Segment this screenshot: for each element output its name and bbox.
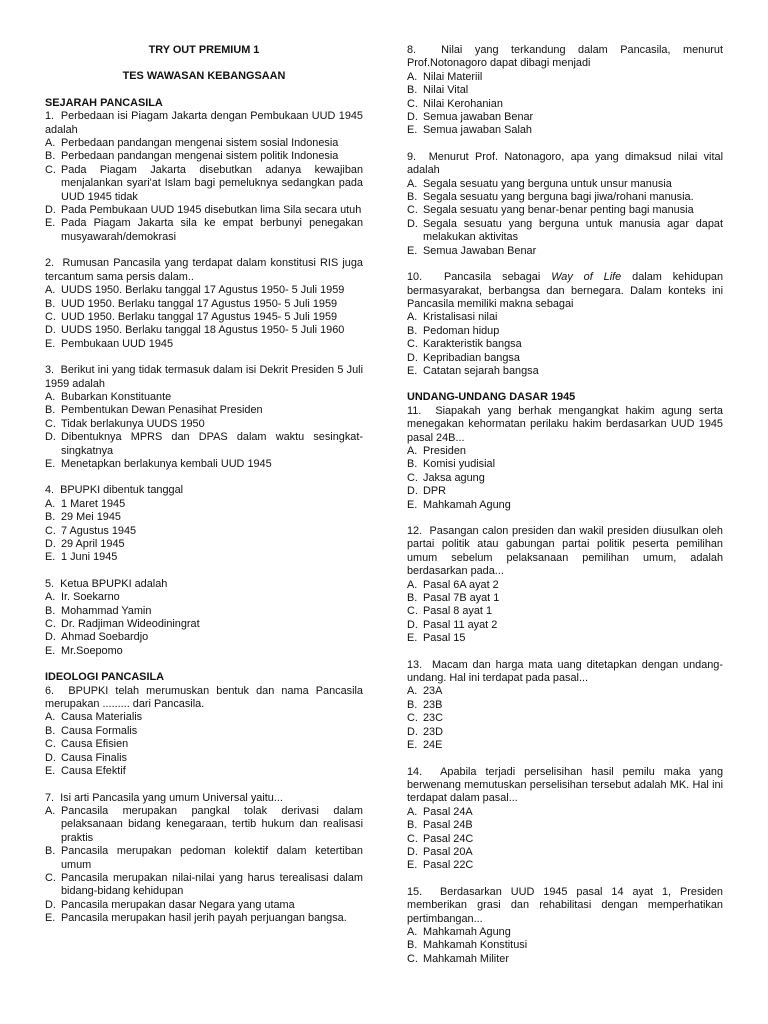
answer-option xyxy=(45,725,363,738)
answer-option xyxy=(45,458,363,471)
answer-option xyxy=(45,631,363,644)
answer-option xyxy=(407,712,723,725)
answer-option xyxy=(407,485,723,498)
option-label: D. xyxy=(407,725,418,738)
question-number: 3. xyxy=(45,364,55,377)
option-label: D. xyxy=(45,538,56,550)
option-text: Mahkamah Agung xyxy=(423,498,511,511)
option-text: Mahkamah Militer xyxy=(423,952,509,965)
question xyxy=(407,766,723,873)
question-body: Isi arti Pancasila yang umum Universal yaitu... xyxy=(60,791,283,804)
question-text xyxy=(407,405,723,445)
option-text: Perbedaan pandangan mengenai sistem politik Indonesia xyxy=(61,150,339,163)
question-body: Perbedaan isi Piagam Jakarta dengan Pembukaan UUD 1945 adalah xyxy=(45,110,363,136)
answer-option xyxy=(45,498,363,511)
question-text xyxy=(45,364,363,391)
option-text: 29 Mei 1945 xyxy=(61,511,121,524)
option-text: Pembukaan UUD 1945 xyxy=(61,337,173,350)
option-label: B. xyxy=(407,324,418,337)
question-number: 8. xyxy=(407,44,417,56)
question-text xyxy=(407,766,723,806)
section-title-sejarah: SEJARAH PANCASILA xyxy=(45,96,163,109)
option-text: Mr.Soepomo xyxy=(61,644,123,657)
answer-option xyxy=(407,685,723,698)
answer-option xyxy=(407,245,723,258)
answer-option xyxy=(407,939,723,952)
option-label: C. xyxy=(407,97,418,110)
answer-option xyxy=(45,204,363,217)
answer-option xyxy=(407,726,723,739)
option-label: D. xyxy=(45,631,56,644)
option-text: Pasal 6A ayat 2 xyxy=(423,578,499,591)
option-text: Pedoman hidup xyxy=(423,324,500,337)
option-text: Bubarkan Konstituante xyxy=(61,390,172,403)
option-text: Segala sesuatu yang berguna bagi jiwa/rohani manusia. xyxy=(423,191,694,204)
answer-option xyxy=(407,739,723,752)
question-body: Berikut ini yang tidak termasuk dalam isi Dekrit Presiden 5 Juli 1959 adalah xyxy=(45,364,363,390)
answer-option xyxy=(407,472,723,485)
option-text: Pasal 15 xyxy=(423,632,466,645)
option-text: 23D xyxy=(423,725,443,738)
option-text: Ahmad Soebardjo xyxy=(61,631,149,644)
option-label: C. xyxy=(407,712,418,725)
question xyxy=(45,484,363,564)
question-text xyxy=(45,110,363,137)
question-number: 10. xyxy=(407,271,423,284)
answer-option xyxy=(45,752,363,765)
section-title-uud: UNDANG-UNDANG DASAR 1945 xyxy=(407,391,576,404)
answer-option xyxy=(45,217,363,244)
answer-option xyxy=(407,352,723,365)
question xyxy=(45,364,363,471)
option-text: Tidak berlakunya UUDS 1950 xyxy=(61,417,205,430)
answer-option xyxy=(407,458,723,471)
answer-option xyxy=(407,204,723,217)
option-label: C. xyxy=(45,524,56,537)
option-label: D. xyxy=(45,751,56,764)
question-number: 11. xyxy=(407,404,422,417)
question xyxy=(45,110,363,244)
question-number: 15. xyxy=(407,885,423,898)
option-label: B. xyxy=(45,845,56,858)
option-text: Kristalisasi nilai xyxy=(423,311,498,324)
answer-option xyxy=(45,899,363,912)
answer-option xyxy=(407,191,723,204)
option-label: A. xyxy=(45,137,56,150)
option-text: Pembentukan Dewan Penasihat Presiden xyxy=(61,404,263,417)
answer-option xyxy=(45,805,363,845)
option-text: Catatan sejarah bangsa xyxy=(423,364,539,377)
answer-option xyxy=(45,645,363,658)
option-label: C. xyxy=(45,871,56,884)
answer-option xyxy=(45,431,363,458)
option-label: A. xyxy=(407,578,418,591)
option-text: 23A xyxy=(423,685,443,698)
option-label: A. xyxy=(45,711,56,724)
answer-option xyxy=(45,311,363,324)
answer-option xyxy=(407,846,723,859)
option-text: Semua jawaban Salah xyxy=(423,124,532,137)
option-label: C. xyxy=(45,618,56,631)
answer-option xyxy=(45,418,363,431)
question-body: Siapakah yang berhak mengangkat hakim agung serta menegakan kehormatan perilaku hakim berdasarkan UUD 1945 pasal 24B... xyxy=(407,404,723,444)
option-text: Segala sesuatu yang benar-benar penting bagi manusia xyxy=(423,204,694,217)
question-body: Macam dan harga mata uang ditetapkan dengan undang-undang. Hal ini terdapat pada pasal... xyxy=(407,658,723,685)
option-label: D. xyxy=(45,431,56,444)
answer-option xyxy=(407,699,723,712)
answer-option xyxy=(45,525,363,538)
option-text: Pada Pembukaan UUD 1945 disebutkan lima Sila secara utuh xyxy=(61,204,362,217)
answer-option xyxy=(407,218,723,245)
option-label: E. xyxy=(407,739,418,752)
answer-option xyxy=(45,738,363,751)
option-label: B. xyxy=(45,511,56,524)
option-text: Pasal 24C xyxy=(423,832,474,845)
option-text: Semua Jawaban Benar xyxy=(423,244,537,257)
question-number: 14. xyxy=(407,765,423,778)
option-label: E. xyxy=(407,859,418,872)
option-label: C. xyxy=(45,310,56,323)
answer-option xyxy=(45,912,363,925)
option-text: UUD 1950. Berlaku tanggal 17 Agustus 1945- 5 Juli 1959 xyxy=(61,310,338,323)
option-label: D. xyxy=(45,204,56,217)
option-text: Pasal 11 ayat 2 xyxy=(423,618,498,631)
option-label: E. xyxy=(407,124,418,137)
answer-option xyxy=(407,592,723,605)
answer-option xyxy=(407,445,723,458)
option-text: Causa Finalis xyxy=(61,751,127,764)
option-label: A. xyxy=(407,70,418,83)
option-text: Dr. Radjiman Wideodiningrat xyxy=(61,618,200,631)
answer-option xyxy=(407,84,723,97)
option-text: Pancasila merupakan pangkal tolak derivasi dalam pelaksanaan bidang kenegaraan, tertib hukum dan realisasi praktis xyxy=(61,804,363,844)
option-label: D. xyxy=(407,217,418,230)
option-label: E. xyxy=(407,498,418,511)
option-text: 23C xyxy=(423,712,443,725)
answer-option xyxy=(407,338,723,351)
question-text xyxy=(407,525,723,579)
answer-option xyxy=(407,579,723,592)
question-text xyxy=(45,257,363,284)
option-label: C. xyxy=(45,163,56,176)
option-label: C. xyxy=(407,605,418,618)
document-title: TRY OUT PREMIUM 1 xyxy=(148,44,260,56)
answer-option xyxy=(45,298,363,311)
question-number: 5. xyxy=(45,577,55,590)
answer-option xyxy=(45,404,363,417)
option-text: 1 Juni 1945 xyxy=(61,551,118,564)
answer-option xyxy=(407,124,723,137)
option-text: Causa Formalis xyxy=(61,724,138,737)
option-label: B. xyxy=(45,404,56,417)
option-label: D. xyxy=(407,485,418,498)
answer-option xyxy=(407,365,723,378)
option-text: Kepribadian bangsa xyxy=(423,351,520,364)
question xyxy=(45,257,363,351)
option-text: UUD 1950. Berlaku tanggal 17 Agustus 1950- 5 Juli 1959 xyxy=(61,297,338,310)
option-label: A. xyxy=(45,591,56,604)
option-text: Pasal 22C xyxy=(423,859,474,872)
option-text: Nilai Vital xyxy=(423,84,469,97)
answer-option xyxy=(45,765,363,778)
answer-option xyxy=(407,806,723,819)
question-body: BPUPKI dibentuk tanggal xyxy=(60,484,184,497)
right-column xyxy=(407,44,723,979)
answer-option xyxy=(407,833,723,846)
answer-option xyxy=(45,551,363,564)
option-text: Perbedaan pandangan mengenai sistem sosial Indonesia xyxy=(61,137,339,150)
option-text: Pasal 24A xyxy=(423,805,473,818)
option-label: D. xyxy=(407,618,418,631)
option-label: A. xyxy=(407,685,418,698)
option-label: D. xyxy=(45,898,56,911)
question-body-pre: Pancasila sebagai xyxy=(443,271,552,284)
question-text xyxy=(407,151,723,178)
answer-option xyxy=(407,632,723,645)
option-text: Pancasila merupakan nilai-nilai yang harus terealisasi dalam bidang-bidang kehidupan xyxy=(61,871,363,898)
option-text: Mohammad Yamin xyxy=(61,604,152,617)
answer-option xyxy=(45,872,363,899)
option-text: UUDS 1950. Berlaku tanggal 18 Agustus 1950- 5 Juli 1960 xyxy=(61,324,345,337)
option-text: Pasal 8 ayat 1 xyxy=(423,605,493,618)
question xyxy=(45,685,363,779)
answer-option xyxy=(407,499,723,512)
option-label: B. xyxy=(407,84,418,97)
option-label: E. xyxy=(45,765,56,778)
option-text: Mahkamah Konstitusi xyxy=(423,939,528,952)
option-label: C. xyxy=(407,952,418,965)
answer-option xyxy=(407,311,723,324)
question xyxy=(407,525,723,646)
option-text: Presiden xyxy=(423,444,466,457)
answer-option xyxy=(45,150,363,163)
option-label: A. xyxy=(407,925,418,938)
question xyxy=(407,886,723,966)
question xyxy=(407,659,723,753)
question-number: 6. xyxy=(45,684,55,697)
option-label: D. xyxy=(407,351,418,364)
option-label: B. xyxy=(45,297,56,310)
answer-option xyxy=(407,619,723,632)
answer-option xyxy=(407,859,723,872)
answer-option xyxy=(45,618,363,631)
option-text: UUDS 1950. Berlaku tanggal 17 Agustus 1950- 5 Juli 1959 xyxy=(61,284,345,297)
option-text: 29 April 1945 xyxy=(61,538,125,550)
option-text: Pada Piagam Jakarta disebutkan adanya kewajiban menjalankan syari'at Islam bagi pemeluknya sedangkan pada UUD 1945 tidak xyxy=(61,163,363,203)
question xyxy=(407,271,723,378)
answer-option xyxy=(407,953,723,966)
option-label: A. xyxy=(45,804,56,817)
option-label: B. xyxy=(45,150,56,163)
option-text: Causa Materialis xyxy=(61,711,143,724)
option-label: E. xyxy=(45,337,56,350)
option-label: A. xyxy=(407,805,418,818)
option-label: A. xyxy=(45,497,56,510)
option-label: B. xyxy=(45,724,56,737)
option-text: Pasal 20A xyxy=(423,845,473,858)
answer-option xyxy=(407,98,723,111)
option-label: E. xyxy=(407,364,418,377)
question-number: 7. xyxy=(45,791,55,804)
answer-option xyxy=(45,711,363,724)
option-label: E. xyxy=(45,644,56,657)
option-label: D. xyxy=(407,111,418,124)
question xyxy=(407,405,723,512)
answer-option xyxy=(407,605,723,618)
question-body-post: dalam kehidupan bermasyarakat, berbangsa dan bernegara. Dalam konteks ini Pancasila memiliki makna sebagai xyxy=(407,271,724,310)
question-body: Ketua BPUPKI adalah xyxy=(60,577,168,590)
answer-option xyxy=(45,324,363,337)
question-text xyxy=(407,271,723,311)
question-text xyxy=(407,659,723,686)
question-text xyxy=(45,685,363,712)
option-label: E. xyxy=(45,217,56,230)
option-label: C. xyxy=(407,338,418,351)
question-body: BPUPKI telah merumuskan bentuk dan nama Pancasila merupakan ......... dari Pancasila. xyxy=(45,684,363,711)
option-label: A. xyxy=(407,444,418,457)
option-label: E. xyxy=(45,912,56,925)
option-label: B. xyxy=(407,191,418,204)
question-text xyxy=(45,578,363,591)
section-title-ideologi: IDEOLOGI PANCASILA xyxy=(45,671,164,684)
option-label: A. xyxy=(45,390,56,403)
question-body-emphasis: Way of Life xyxy=(551,271,622,284)
answer-option xyxy=(45,511,363,524)
option-text: Pancasila merupakan hasil jerih payah perjuangan bangsa. xyxy=(61,912,347,925)
answer-option xyxy=(45,164,363,204)
question-body: Rumusan Pancasila yang terdapat dalam konstitusi RIS juga tercantum sama persis dalam.. xyxy=(45,257,363,283)
option-label: D. xyxy=(407,845,418,858)
option-text: Nilai Kerohanian xyxy=(423,97,503,110)
option-label: C. xyxy=(407,471,418,484)
question-text xyxy=(407,44,723,71)
question-text xyxy=(407,886,723,926)
option-text: 23B xyxy=(423,698,443,711)
question-body: Pasangan calon presiden dan wakil presiden diusulkan oleh partai politik atau gabungan partai politik peserta pemilihan umum sebelum pelaksanaan pemilihan umum, adalah berdasarkan pada... xyxy=(407,525,723,578)
document-subtitle: TES WAWASAN KEBANGSAAN xyxy=(122,70,286,83)
option-text: Komisi yudisial xyxy=(423,458,496,471)
question-text xyxy=(45,792,363,805)
question-body: Berdasarkan UUD 1945 pasal 14 ayat 1, Presiden memberikan grasi dan rehabilitasi dengan memperhatikan pertimbangan... xyxy=(407,885,723,925)
question-number: 1. xyxy=(45,110,55,123)
option-label: E. xyxy=(407,244,418,257)
option-label: C. xyxy=(45,738,56,751)
question-body: Nilai yang terkandung dalam Pancasila, menurut Prof.Notonagoro dapat dibagi menjadi xyxy=(407,44,723,70)
question-number: 9. xyxy=(407,150,417,163)
question-number: 13. xyxy=(407,658,423,671)
answer-option xyxy=(45,137,363,150)
question-number: 2. xyxy=(45,257,55,270)
option-label: B. xyxy=(407,939,418,952)
answer-option xyxy=(407,926,723,939)
option-text: Pada Piagam Jakarta sila ke empat berbunyi penegakan musyawarah/demokrasi xyxy=(61,217,363,243)
option-text: Segala sesuatu yang berguna untuk unsur manusia xyxy=(423,177,672,190)
option-label: A. xyxy=(407,311,418,324)
option-text: Nilai Materiil xyxy=(423,70,483,83)
option-text: 7 Agustus 1945 xyxy=(61,524,137,537)
option-text: Jaksa agung xyxy=(423,471,485,484)
question-number: 4. xyxy=(45,484,55,497)
option-text: Pasal 24B xyxy=(423,819,473,832)
question xyxy=(45,578,363,658)
option-label: B. xyxy=(407,819,418,832)
question xyxy=(45,792,363,926)
option-text: Pancasila merupakan dasar Negara yang utama xyxy=(61,898,295,911)
option-label: E. xyxy=(45,551,56,564)
answer-option xyxy=(45,284,363,297)
option-text: Segala sesuatu yang berguna untuk manusia agar dapat melakukan aktivitas xyxy=(423,217,723,244)
option-label: C. xyxy=(407,832,418,845)
answer-option xyxy=(45,591,363,604)
answer-option xyxy=(45,605,363,618)
option-text: Ir. Soekarno xyxy=(61,591,120,604)
answer-option xyxy=(407,71,723,84)
option-label: E. xyxy=(407,632,418,645)
option-label: C. xyxy=(407,204,418,217)
left-column xyxy=(45,44,363,939)
answer-option xyxy=(45,391,363,404)
option-text: Causa Efisien xyxy=(61,738,129,751)
option-text: DPR xyxy=(423,485,446,498)
option-label: D. xyxy=(45,324,56,337)
option-text: Pasal 7B ayat 1 xyxy=(423,592,500,605)
question-text xyxy=(45,484,363,497)
option-text: Karakteristik bangsa xyxy=(423,338,522,351)
question-body: Menurut Prof. Natonagoro, apa yang dimaksud nilai vital adalah xyxy=(407,150,723,177)
option-label: A. xyxy=(407,177,418,190)
option-text: 24E xyxy=(423,739,443,752)
option-text: Menetapkan berlakunya kembali UUD 1945 xyxy=(61,457,272,470)
answer-option xyxy=(45,538,363,551)
option-text: Pancasila merupakan pedoman kolektif dalam ketertiban umum xyxy=(61,845,363,871)
question-number: 12. xyxy=(407,525,423,537)
option-label: B. xyxy=(407,458,418,471)
answer-option xyxy=(407,819,723,832)
question-body: Apabila terjadi perselisihan hasil pemilu maka yang berwenang memutuskan perselisihan tersebut adalah MK. Hal ini terdapat dalam pasal... xyxy=(407,765,723,805)
option-label: C. xyxy=(45,417,56,430)
answer-option xyxy=(45,845,363,872)
answer-option xyxy=(407,178,723,191)
option-label: B. xyxy=(45,604,56,617)
option-label: E. xyxy=(45,457,56,470)
option-text: Dibentuknya MPRS dan DPAS dalam waktu sesingkat-singkatnya xyxy=(61,431,363,457)
option-label: B. xyxy=(407,698,418,711)
question xyxy=(407,151,723,258)
option-text: Mahkamah Agung xyxy=(423,925,511,938)
option-text: Semua jawaban Benar xyxy=(423,111,534,124)
option-label: B. xyxy=(407,592,418,605)
option-text: 1 Maret 1945 xyxy=(61,497,126,510)
answer-option xyxy=(45,338,363,351)
answer-option xyxy=(407,111,723,124)
option-label: A. xyxy=(45,284,56,297)
question xyxy=(407,44,723,138)
answer-option xyxy=(407,325,723,338)
option-text: Causa Efektif xyxy=(61,765,126,778)
